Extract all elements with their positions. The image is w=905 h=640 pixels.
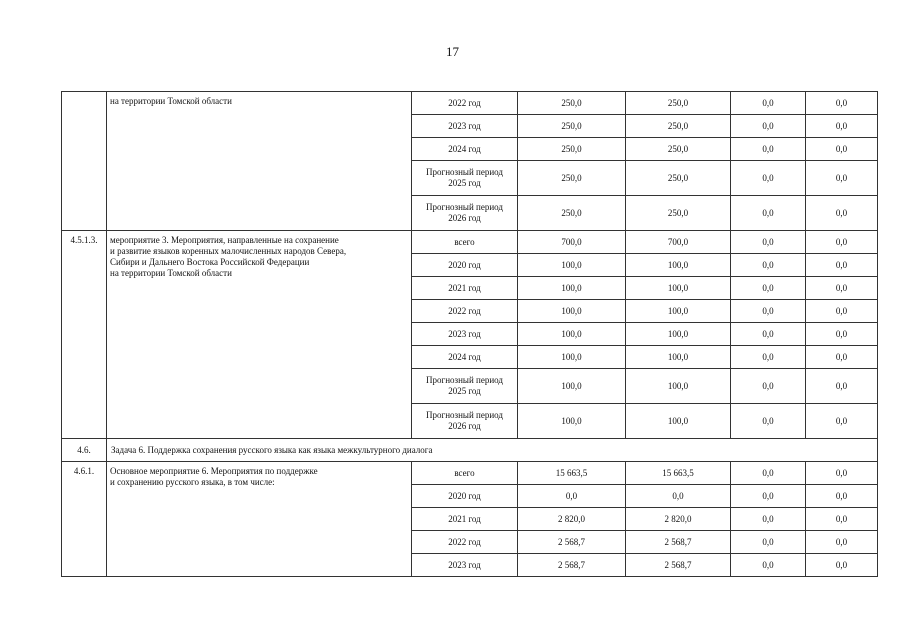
value-cell-v2: 250,0 <box>626 196 731 231</box>
period-cell: Прогнозный период 2026 год <box>412 404 518 439</box>
period-cell: 2024 год <box>412 138 518 161</box>
period-cell: 2021 год <box>412 508 518 531</box>
value-cell-v3: 0,0 <box>731 115 806 138</box>
value-cell-v1: 2 568,7 <box>518 554 626 577</box>
value-cell-v2: 250,0 <box>626 92 731 115</box>
value-cell-v1: 100,0 <box>518 369 626 404</box>
value-cell-v4: 0,0 <box>806 254 878 277</box>
value-cell-v3: 0,0 <box>731 485 806 508</box>
value-cell-v3: 0,0 <box>731 323 806 346</box>
value-cell-v1: 250,0 <box>518 196 626 231</box>
value-cell-v1: 700,0 <box>518 231 626 254</box>
period-cell: 2022 год <box>412 300 518 323</box>
value-cell-v2: 100,0 <box>626 300 731 323</box>
value-cell-v4: 0,0 <box>806 554 878 577</box>
value-cell-v2: 100,0 <box>626 346 731 369</box>
value-cell-v4: 0,0 <box>806 277 878 300</box>
value-cell-v2: 15 663,5 <box>626 462 731 485</box>
value-cell-v4: 0,0 <box>806 531 878 554</box>
period-cell: Прогнозный период 2025 год <box>412 161 518 196</box>
value-cell-v1: 100,0 <box>518 254 626 277</box>
period-cell: всего <box>412 462 518 485</box>
item-code: 4.5.1.3. <box>62 231 107 439</box>
period-cell: 2024 год <box>412 346 518 369</box>
task-description: Задача 6. Поддержка сохранения русского языка как языка межкультурного диалога <box>107 439 878 462</box>
value-cell-v1: 100,0 <box>518 346 626 369</box>
value-cell-v4: 0,0 <box>806 138 878 161</box>
item-description: мероприятие 3. Мероприятия, направленные на сохранение и развитие языков коренных малочисленных народов Севера, Сибири и Дальнего Востока Российской Федерации на территории Томской области <box>107 231 412 439</box>
value-cell-v2: 250,0 <box>626 161 731 196</box>
value-cell-v4: 0,0 <box>806 508 878 531</box>
value-cell-v3: 0,0 <box>731 300 806 323</box>
value-cell-v1: 0,0 <box>518 485 626 508</box>
value-cell-v4: 0,0 <box>806 231 878 254</box>
table-body <box>62 92 878 577</box>
value-cell-v4: 0,0 <box>806 404 878 439</box>
value-cell-v1: 15 663,5 <box>518 462 626 485</box>
period-cell: 2022 год <box>412 92 518 115</box>
value-cell-v3: 0,0 <box>731 138 806 161</box>
budget-table <box>61 91 878 577</box>
page-number: 17 <box>446 44 459 59</box>
value-cell-v1: 2 568,7 <box>518 531 626 554</box>
value-cell-v3: 0,0 <box>731 231 806 254</box>
period-cell: 2022 год <box>412 531 518 554</box>
value-cell-v2: 250,0 <box>626 138 731 161</box>
period-cell: Прогнозный период 2026 год <box>412 196 518 231</box>
value-cell-v3: 0,0 <box>731 161 806 196</box>
value-cell-v3: 0,0 <box>731 554 806 577</box>
value-cell-v2: 2 568,7 <box>626 554 731 577</box>
value-cell-v3: 0,0 <box>731 462 806 485</box>
table-row <box>62 231 878 254</box>
value-cell-v3: 0,0 <box>731 196 806 231</box>
value-cell-v2: 100,0 <box>626 323 731 346</box>
value-cell-v3: 0,0 <box>731 404 806 439</box>
period-cell: Прогнозный период 2025 год <box>412 369 518 404</box>
value-cell-v3: 0,0 <box>731 277 806 300</box>
item-code <box>62 92 107 231</box>
item-description: Основное мероприятие 6. Мероприятия по поддержке и сохранению русского языка, в том числе: <box>107 462 412 577</box>
value-cell-v4: 0,0 <box>806 92 878 115</box>
value-cell-v3: 0,0 <box>731 346 806 369</box>
value-cell-v2: 2 820,0 <box>626 508 731 531</box>
value-cell-v2: 100,0 <box>626 277 731 300</box>
value-cell-v1: 250,0 <box>518 115 626 138</box>
value-cell-v3: 0,0 <box>731 92 806 115</box>
table-row <box>62 92 878 115</box>
period-cell: 2021 год <box>412 277 518 300</box>
value-cell-v4: 0,0 <box>806 300 878 323</box>
value-cell-v4: 0,0 <box>806 323 878 346</box>
period-cell: 2023 год <box>412 115 518 138</box>
value-cell-v3: 0,0 <box>731 531 806 554</box>
value-cell-v1: 250,0 <box>518 92 626 115</box>
value-cell-v2: 2 568,7 <box>626 531 731 554</box>
period-cell: всего <box>412 231 518 254</box>
period-cell: 2020 год <box>412 485 518 508</box>
value-cell-v1: 100,0 <box>518 404 626 439</box>
period-cell: 2023 год <box>412 323 518 346</box>
value-cell-v4: 0,0 <box>806 196 878 231</box>
value-cell-v3: 0,0 <box>731 369 806 404</box>
value-cell-v2: 100,0 <box>626 404 731 439</box>
period-cell: 2020 год <box>412 254 518 277</box>
item-code: 4.6.1. <box>62 462 107 577</box>
value-cell-v4: 0,0 <box>806 485 878 508</box>
value-cell-v2: 700,0 <box>626 231 731 254</box>
value-cell-v3: 0,0 <box>731 508 806 531</box>
value-cell-v1: 2 820,0 <box>518 508 626 531</box>
value-cell-v4: 0,0 <box>806 369 878 404</box>
value-cell-v2: 0,0 <box>626 485 731 508</box>
value-cell-v2: 100,0 <box>626 369 731 404</box>
value-cell-v4: 0,0 <box>806 161 878 196</box>
value-cell-v2: 100,0 <box>626 254 731 277</box>
value-cell-v2: 250,0 <box>626 115 731 138</box>
table-row <box>62 462 878 485</box>
value-cell-v1: 250,0 <box>518 138 626 161</box>
value-cell-v1: 100,0 <box>518 323 626 346</box>
item-description: на территории Томской области <box>107 92 412 231</box>
value-cell-v4: 0,0 <box>806 462 878 485</box>
task-code: 4.6. <box>62 439 107 462</box>
value-cell-v1: 250,0 <box>518 161 626 196</box>
value-cell-v3: 0,0 <box>731 254 806 277</box>
value-cell-v1: 100,0 <box>518 277 626 300</box>
value-cell-v4: 0,0 <box>806 115 878 138</box>
value-cell-v1: 100,0 <box>518 300 626 323</box>
value-cell-v4: 0,0 <box>806 346 878 369</box>
task-row <box>62 439 878 462</box>
period-cell: 2023 год <box>412 554 518 577</box>
